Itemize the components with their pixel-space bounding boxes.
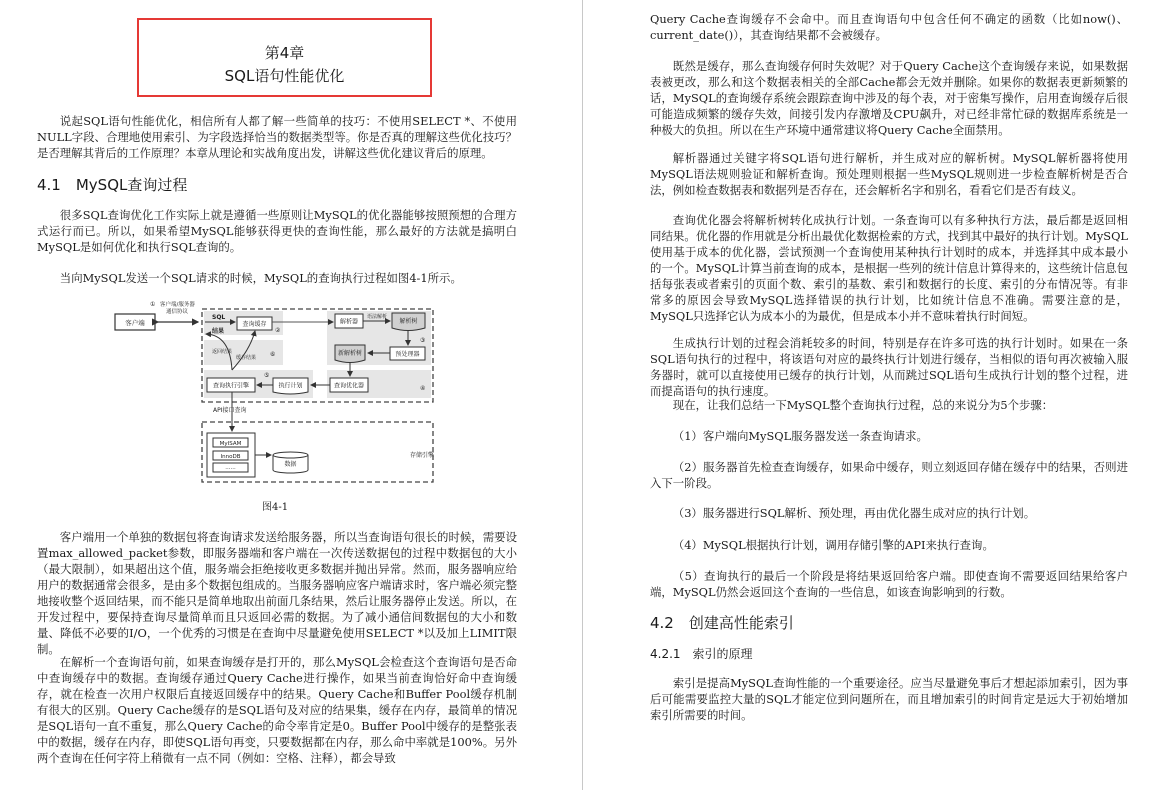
client-label: 客户端 xyxy=(125,319,145,327)
optimizer-label: 查询优化器 xyxy=(333,382,365,390)
step-4-number: ④ xyxy=(420,385,426,392)
section-heading-4-1: 4.1 MySQL查询过程 xyxy=(37,176,188,194)
chapter-title: SQL语句性能优化 xyxy=(224,67,345,85)
preprocessor-label: 预处理器 xyxy=(395,351,420,358)
paragraph: Query Cache查询缓存不会命中。而且查询语句中包含任何不确定的函数（比如now()、current_date()），其查询结果都不会被缓存。 xyxy=(650,12,1128,42)
paragraph: 查询优化器会将解析树转化成执行计划。一条查询可以有多种执行方法，最后都是返回相同结果。优化器的作用就是分析出最优化数据检索的方式，找到其中最好的执行计划。MySQL使用基于成本的优化器，尝试预测一个查询使用某种执行计划时的成本，并选择其中成本最小的一个。MySQL计算当前查询的成本，是根据一些列的统计信息计算得来的，这些统计信息包括每张表或者索引的页面个数、索引的基数、索引和数据行的长度、索引的分布情况等。有非常多的原因会导致MySQL选择错误的执行计划，比如统计信息不准确。需要注意的是，MySQL只选择它认为成本小的为最优，但是成本小并不意味着执行时间短。 xyxy=(650,213,1128,323)
paragraph: 很多SQL查询优化工作实际上就是遵循一些原则让MySQL的优化器能够按照预想的合理方式运行而已。所以，如果希望MySQL能够获得更快的查询性能，那么最好的方法就是搞明白MySQL是如何优化和执行SQL查询的。 xyxy=(37,208,517,254)
section-heading-4-2: 4.2 创建高性能索引 xyxy=(650,614,794,632)
api-query-label: API接口查询 xyxy=(213,407,247,414)
protocol-number: ① xyxy=(150,301,156,308)
step-item: （2）服务器首先检查查询缓存，如果命中缓存，则立刻返回存储在缓存中的结果，否则进入下一阶段。 xyxy=(650,460,1128,490)
exec-engine-label: 查询执行引擎 xyxy=(212,382,250,390)
paragraph: 在解析一个查询语句前，如果查询缓存是打开的，那么MySQL会检查这个查询语句是否命中查询缓存中的数据。查询缓存通过Query Cache进行操作，如果当前查询恰好命中查询缓存，就在检查一次用户权限后直接返回缓存中的结果。Query Cache和Buffer Pool缓存机制有很大的区别。Query Cache缓存的是SQL语句及对应的结果集，缓存在内存，最简单的情况是SQL语句一直不重复，那么Query Cache的命令率肯定是0。Buffer Pool中缓存的是整张表中的数据，缓存在内存，即使SQL语句再变，只要数据都在内存，那么命中率就是100%。另外两个查询在任何字符上稍微有一点不同（例如：空格、注释），都会导致 xyxy=(37,655,517,765)
protocol-label: 通信协议 xyxy=(166,309,189,315)
step-item: （1）客户端向MySQL服务器发送一条查询请求。 xyxy=(672,429,928,443)
query-cache-label: 查询缓存 xyxy=(242,321,267,328)
innodb-label: InnoDB xyxy=(220,454,241,460)
new-parse-tree-label: 新解析树 xyxy=(337,350,363,357)
data-label: 数据 xyxy=(284,461,297,468)
cache-result-label: 缓存结果 xyxy=(236,355,257,361)
paragraph: 既然是缓存，那么查询缓存何时失效呢？对于Query Cache这个查询缓存来说，如果数据表被更改，那么和这个数据表相关的全部Cache都会无效并删除。如果你的数据表更新频繁的话，MySQL的查询缓存系统会跟踪查询中涉及的每个表，对于密集写操作，启用查询缓存后很可能造成频繁的缓存失效，间接引发内存激增及CPU飙升，对已经非常忙碌的数据库系统是一种极大的负担。所以在生产环境中通常建议将Query Cache全面禁用。 xyxy=(650,59,1128,137)
step-5-number: ⑤ xyxy=(264,372,270,379)
exec-plan-label: 执行计划 xyxy=(278,382,303,390)
myisam-label: MyISAM xyxy=(219,441,242,447)
paragraph: 客户端用一个单独的数据包将查询请求发送给服务器，所以当查询语句很长的时候，需要设置max_allowed_packet参数，即服务器端和客户端在一次传送数据包的过程中数据包的大小（最大限制），如果超出这个值，服务端会拒绝接收更多数据并抛出异常。然而，服务器响应给用户的数据通常会很多，是由多个数据包组成的。当服务器响应客户端请求时，客户端必须完整地接收整个返回结果，而不能只是简单地取出前面几条结果，然后让服务器停止发送。所以，在开发过程中，要保持查询尽量简单而且只返回必需的数据。为了减小通信间数据包的大小和数量、降低不必要的I/O，一个优秀的习惯是在查询中尽量避免使用SELECT *以及加上LIMIT限制。 xyxy=(37,530,517,656)
intro-paragraph: 说起SQL语句性能优化，相信所有人都了解一些简单的技巧：不使用SELECT *、不使用NULL字段、合理地使用索引、为字段选择恰当的数据类型等。你是否真的理解这些优化技巧？是否理解其背后的工作原理？本章从理论和实战角度出发，讲解这些优化建议背后的原理。 xyxy=(37,114,517,160)
step-2-number: ② xyxy=(275,327,281,334)
parse-tree-label: 解析树 xyxy=(399,318,418,325)
syntax-parse-label: 语法解析 xyxy=(367,314,388,320)
return-result-label: 返回结果 xyxy=(212,349,233,355)
more-engines-label: ...... xyxy=(225,465,236,471)
result-label: 结果 xyxy=(212,328,225,335)
chapter-number: 第4章 xyxy=(264,44,305,62)
step-3-number: ③ xyxy=(420,337,426,344)
step-item: （4）MySQL根据执行计划，调用存储引擎的API来执行查询。 xyxy=(672,538,994,552)
step-item: （3）服务器进行SQL解析、预处理，再由优化器生成对应的执行计划。 xyxy=(672,506,1036,520)
paragraph: 当向MySQL发送一个SQL请求的时候，MySQL的查询执行过程如图4-1所示。 xyxy=(59,271,462,285)
subsection-heading-4-2-1: 4.2.1 索引的原理 xyxy=(650,647,753,661)
protocol-label: 客户端/服务器 xyxy=(160,302,195,308)
step-6-number: ⑥ xyxy=(270,351,276,358)
sql-label: SQL xyxy=(212,314,226,321)
step-item: （5）查询执行的最后一个阶段是将结果返回给客户端。即使查询不需要返回结果给客户端，MySQL仍然会返回这个查询的一些信息，如该查询影响到的行数。 xyxy=(650,569,1128,599)
figure-caption: 图4-1 xyxy=(262,502,289,513)
paragraph: 现在，让我们总结一下MySQL整个查询执行过程，总的来说分为5个步骤： xyxy=(672,398,1054,412)
paragraph: 生成执行计划的过程会消耗较多的时间，特别是存在许多可选的执行计划时。如果在一条SQL语句执行的过程中，将该语句对应的最终执行计划进行缓存，当相似的语句再次被输入服务器时，就可以直接使用已缓存的执行计划，从而跳过SQL语句生成执行计划的整个过程，进而提高语句的执行速度。 xyxy=(650,336,1128,398)
paragraph: 解析器通过关键字将SQL语句进行解析，并生成对应的解析树。MySQL解析器将使用MySQL语法规则验证和解析查询。预处理则根据一些MySQL规则进一步检查解析树是否合法，例如检查数据表和数据列是否存在，还会解析名字和别名，看看它们是否有歧义。 xyxy=(650,151,1128,197)
query-process-diagram xyxy=(0,0,582,520)
paragraph: 索引是提高MySQL查询性能的一个重要途径。应当尽量避免事后才想起添加索引，因为事后可能需要监控大量的SQL才能定位到问题所在，而且增加索引的时间肯定是远大于初始增加索引所需要的时间。 xyxy=(650,676,1128,722)
right-page xyxy=(583,0,1155,790)
parser-label: 解析器 xyxy=(339,318,359,326)
storage-engine-label: 存储引擎 xyxy=(410,452,435,459)
